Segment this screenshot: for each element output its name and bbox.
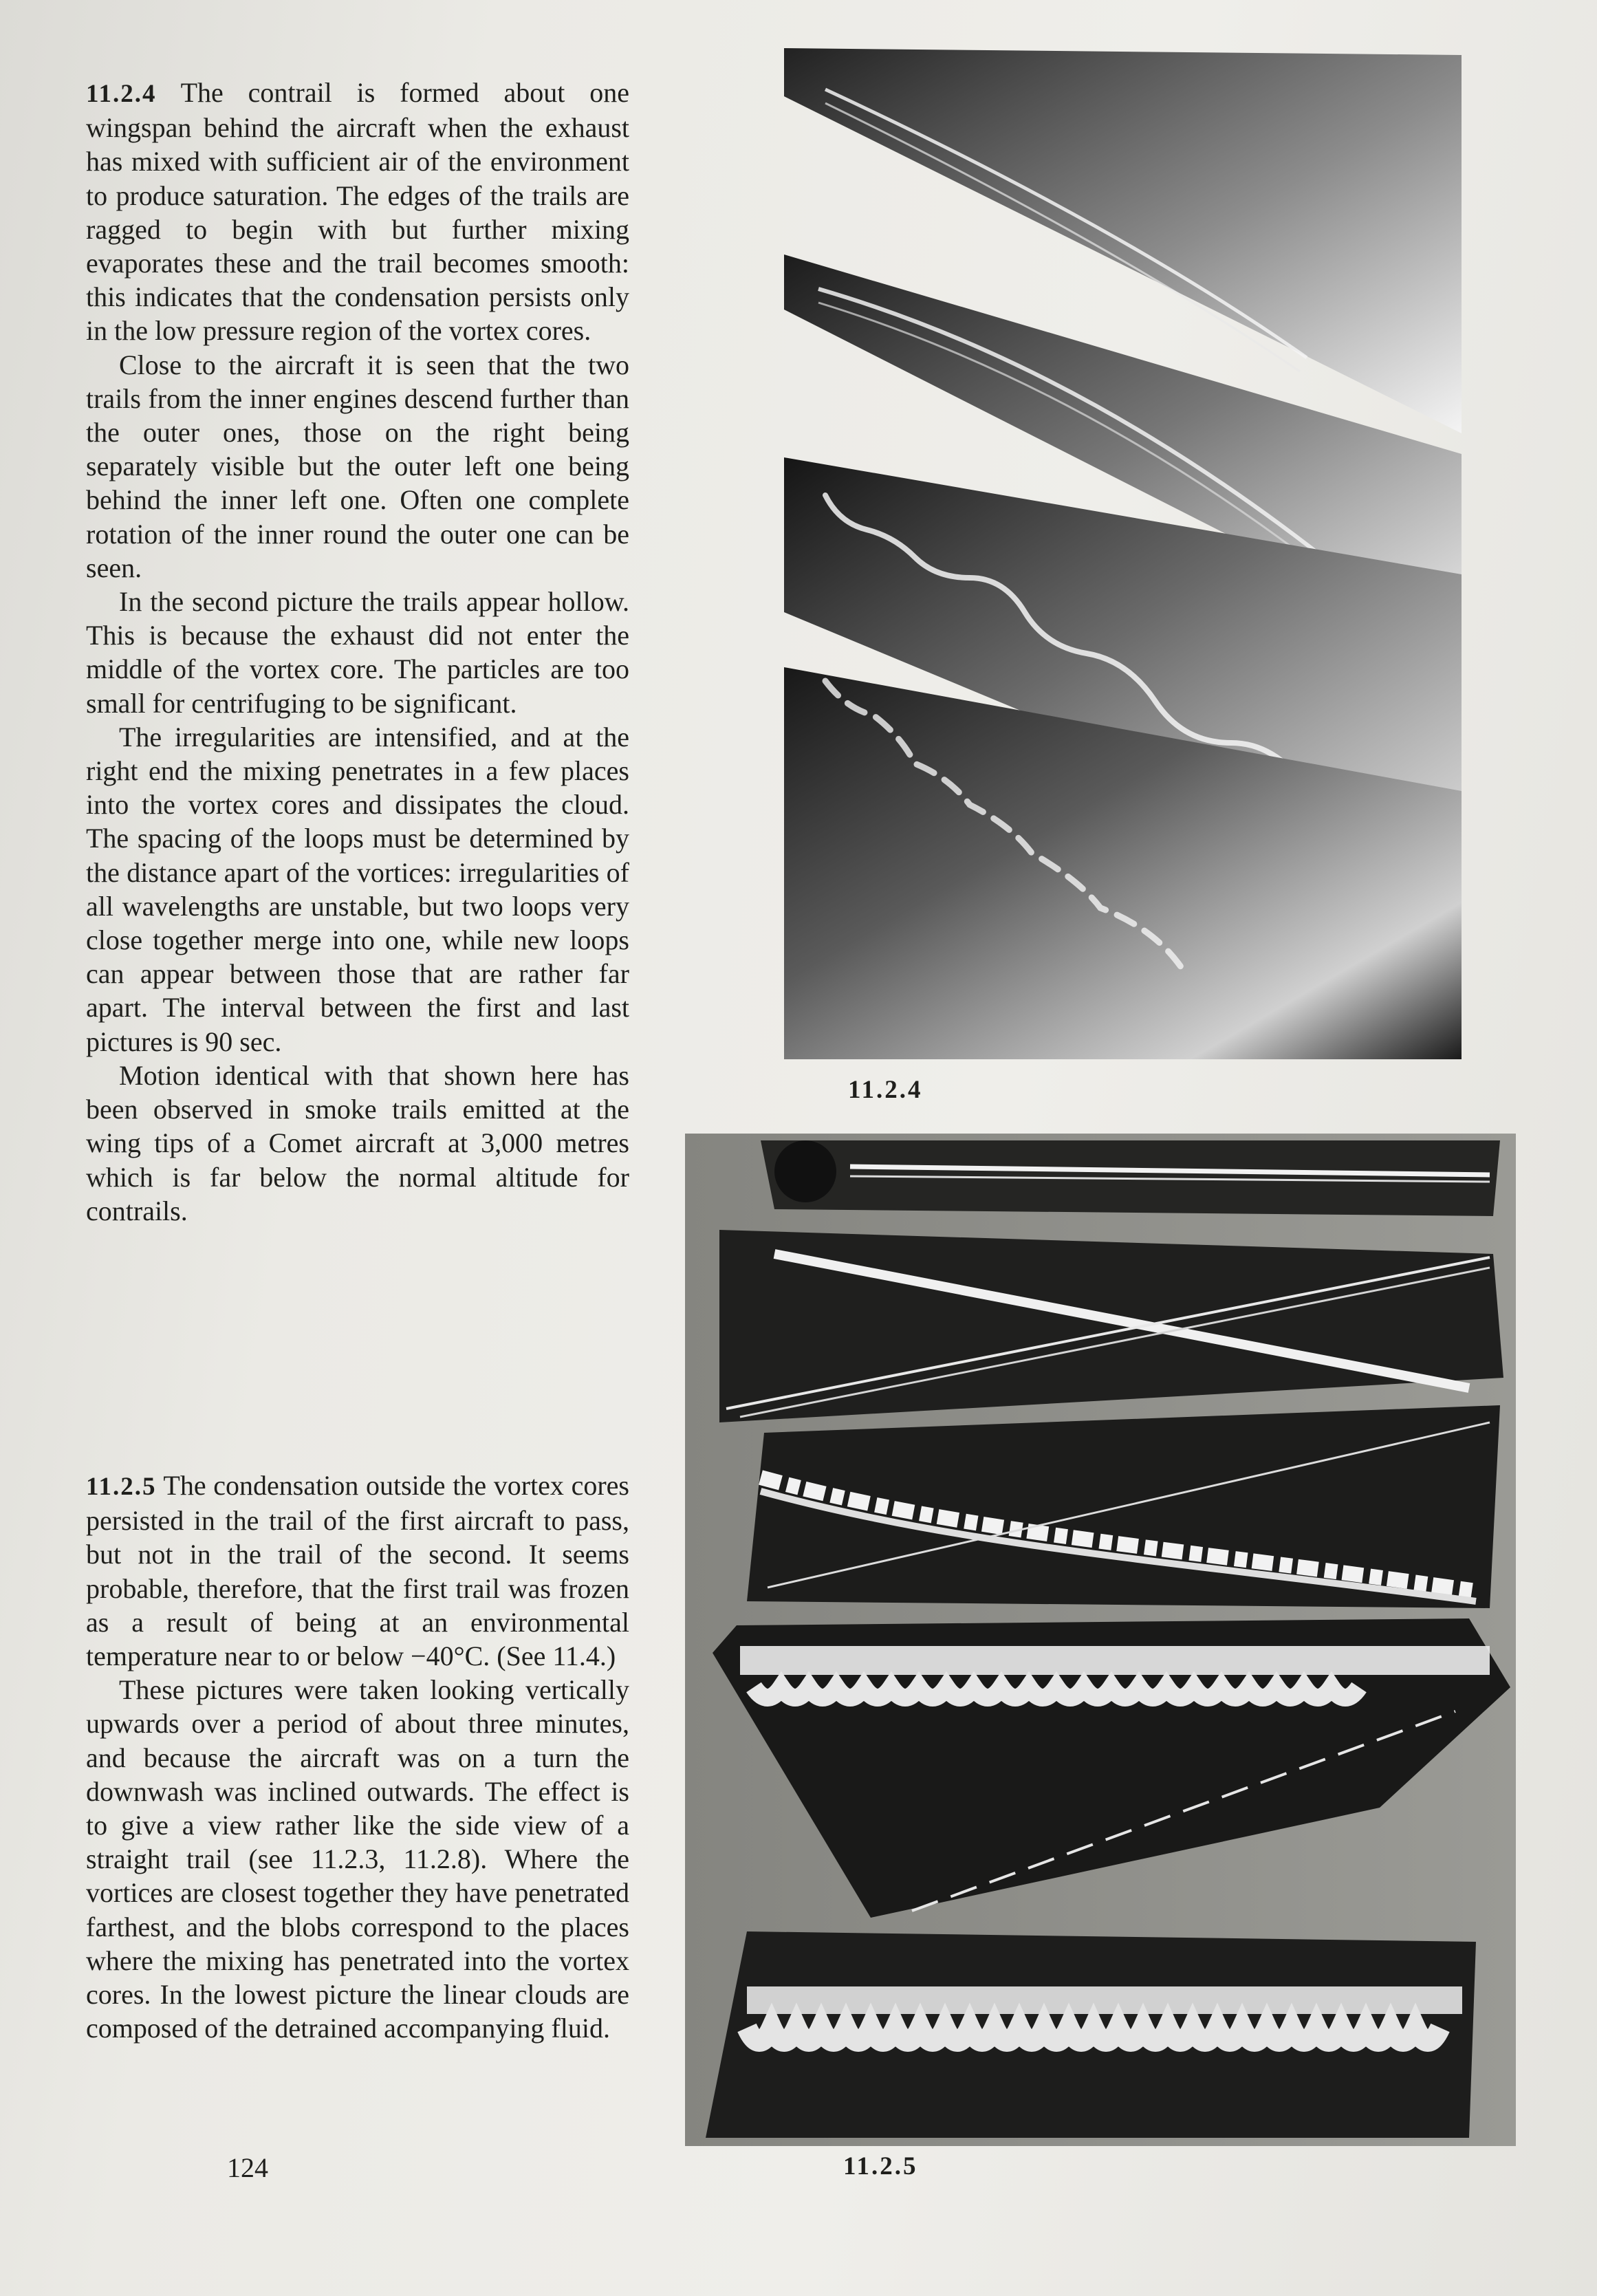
page-number: 124 xyxy=(227,2152,268,2183)
paragraph: The irregularities are intensified, and at the right end the mixing penetrates in a few places into the vortex cores and dissipates the cloud. The spacing of the loops must be determined by the distance apart of the vortices: irregularities of all wavelengths are unstable, but two loops very close together merge into one, while new loops can appear between those that are rather far apart. The interval between the first and last pictures is 90 sec. xyxy=(86,721,629,1057)
contrail xyxy=(747,1986,1462,2014)
figure-caption: 11.2.5 xyxy=(843,2152,918,2180)
figure-11-2-4 xyxy=(777,48,1472,1073)
contrail xyxy=(747,2028,1440,2042)
paragraph: Motion identical with that shown here has been observed in smoke trails emitted at the wing tips of a Comet aircraft at 3,000 metres which is far below the normal altitude for contrails. xyxy=(86,1059,629,1226)
paragraph: Close to the aircraft it is seen that the two trails from the inner engines descend further than the outer ones, those on the right being separately visible but the outer left one being behind the inner left one. Often one complete rotation of the inner round the outer one can be seen. xyxy=(86,349,629,583)
section-11-2-5 xyxy=(86,1469,629,2045)
section-number: 11.2.5 xyxy=(86,1473,157,1501)
paragraph xyxy=(86,76,629,348)
section-number: 11.2.4 xyxy=(86,80,157,108)
contrail xyxy=(740,1646,1490,1675)
figure-caption: 11.2.4 xyxy=(848,1076,923,1104)
paragraph: In the second picture the trails appear hollow. This is because the exhaust did not enter the middle of the vortex core. The particles are too small for centrifuging to be significant. xyxy=(86,586,629,719)
section-11-2-4 xyxy=(86,76,629,1228)
paragraph: These pictures were taken looking vertically upwards over a period of about three minutes, and because the aircraft was on a turn the downwash was inclined outwards. The effect is to give a view rather like the side view of a straight trail (see 11.2.3, 11.2.8). Where the vortices are closest together they have penetrated farthest, and the blobs correspond to the places where the mixing has penetrated into the vortex cores. In the lowest picture the linear clouds are composed of the detrained accompanying fluid. xyxy=(86,1674,629,2044)
paragraph-text: The contrail is formed about one wingspan behind the aircraft when the exhaust has mixed with sufficient air of the environment to produce saturation. The edges of the trails are ragged to begin with but further mixing evaporates these and the trail becomes smooth: this indicates that the condensation persists only in the low pressure region of the vortex cores. xyxy=(86,77,629,347)
tree-silhouette xyxy=(774,1140,836,1202)
paragraph xyxy=(86,1469,629,1673)
contrail xyxy=(754,1687,1359,1698)
paragraph-text: The condensation outside the vortex cores persisted in the trail of the first aircraft to pass, but not in the trail of the second. It seems probable, therefore, that the first trail was frozen as a result of being at an environmental temperature near to or below −40°C. (See 11.4.) xyxy=(86,1470,629,1672)
figure-11-2-5 xyxy=(685,1134,1516,2146)
